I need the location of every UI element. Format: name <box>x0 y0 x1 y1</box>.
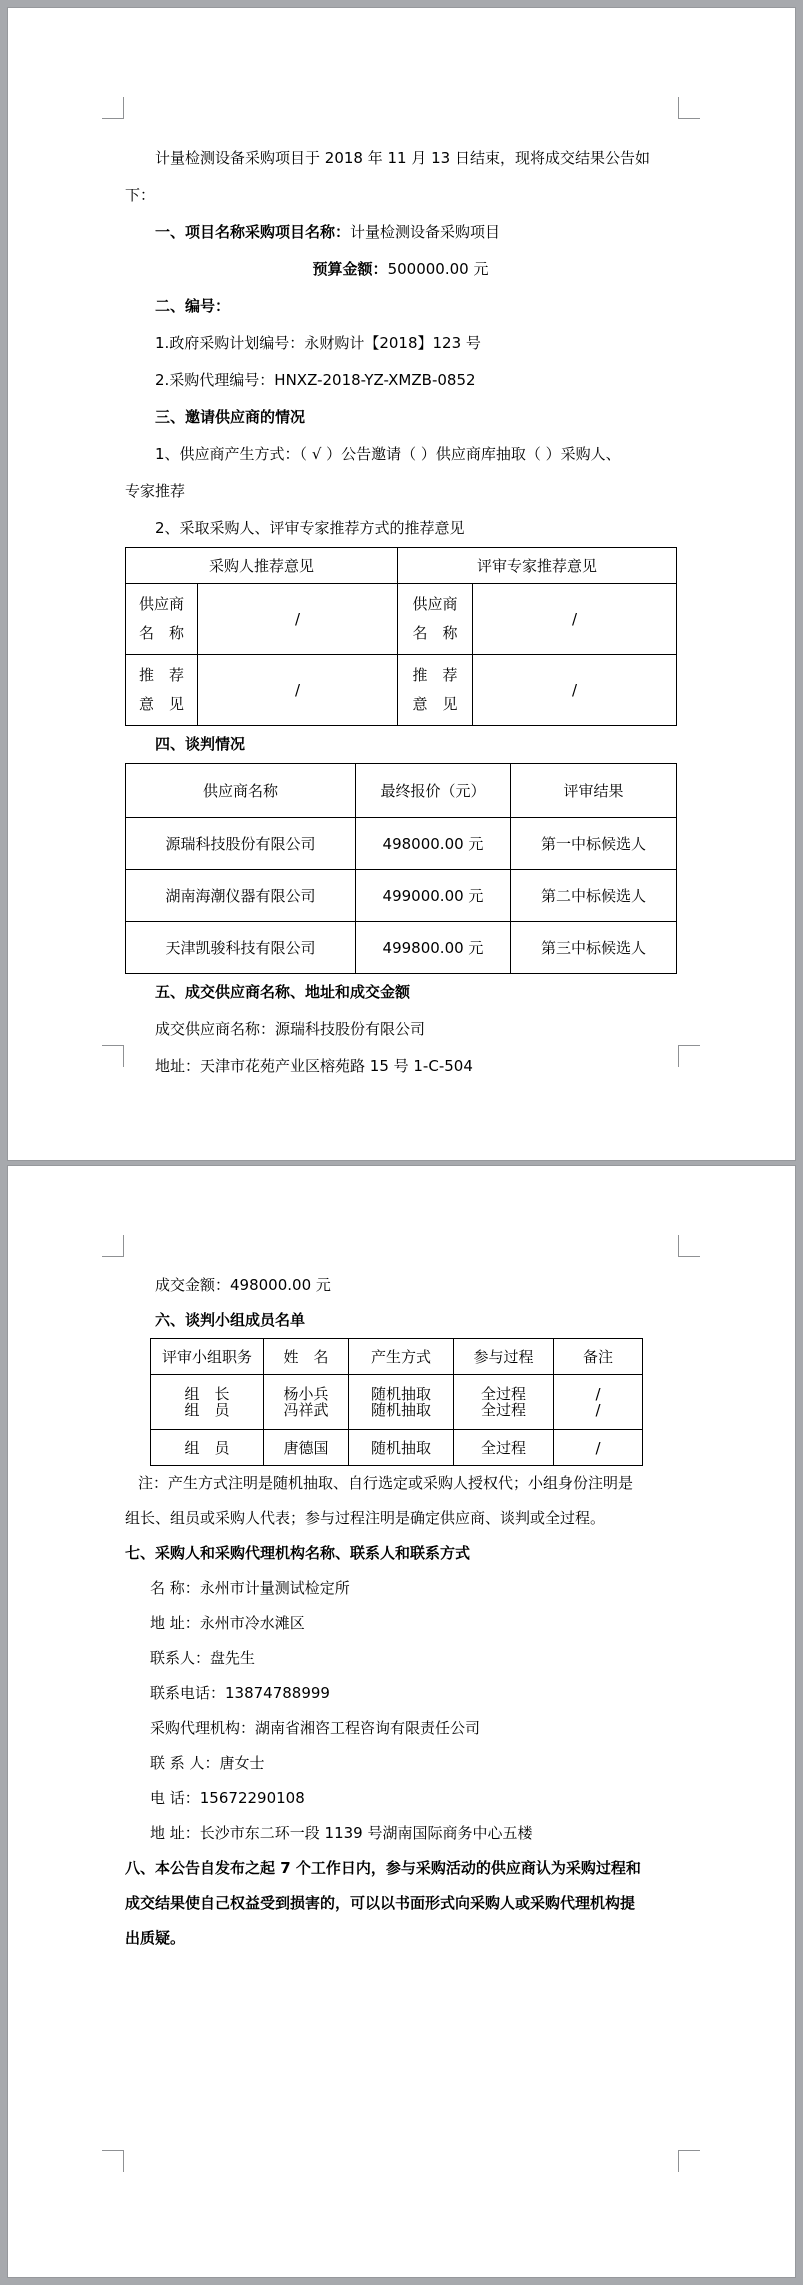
cell-line: 随机抽取 <box>370 1385 431 1403</box>
table-row <box>151 1375 643 1430</box>
plan-number-line: 1.政府采购计划编号：永财购计【2018】123 号 <box>155 334 481 352</box>
margin-mark-icon <box>678 1235 700 1257</box>
table-row <box>126 655 677 726</box>
table-header-cell: 供应商名称 <box>126 764 356 818</box>
cell-line: 全过程 <box>480 1385 526 1403</box>
table-header-cell: 采购人推荐意见 <box>126 548 398 584</box>
table-header-cell: 评审小组职务 <box>151 1339 264 1375</box>
document-page-2 <box>8 1166 795 2277</box>
table-cell: 唐德国 <box>264 1430 349 1466</box>
table-row <box>151 1430 643 1466</box>
table-cell: 组 员 <box>151 1430 264 1466</box>
table-cell: 随机抽取 <box>349 1430 454 1466</box>
page2-text-area <box>125 1268 676 1956</box>
table-header-cell: 产生方式 <box>349 1339 454 1375</box>
cell-line: 推 荐 <box>138 666 184 684</box>
table-header-cell: 评审结果 <box>511 764 677 818</box>
table-cell: 第三中标候选人 <box>511 922 677 974</box>
table-row <box>126 818 677 870</box>
section8-line-1: 八、本公告自发布之起 7 个工作日内，参与采购活动的供应商认为采购过程和 <box>125 1859 641 1877</box>
section1-heading <box>125 214 676 251</box>
table-cell <box>151 1375 264 1430</box>
agency-contact-line: 联 系 人：唐女士 <box>150 1754 265 1772</box>
section5-heading: 五、成交供应商名称、地址和成交金额 <box>155 983 411 1001</box>
deal-amount-line: 成交金额：498000.00 元 <box>155 1276 331 1294</box>
table-cell: 499000.00 元 <box>356 870 511 922</box>
table-header-cell: 最终报价（元） <box>356 764 511 818</box>
cell-line: 随机抽取 <box>370 1401 431 1419</box>
budget-label: 预算金额： <box>312 260 388 278</box>
agency-number-line: 2.采购代理编号：HNXZ-2018-YZ-XMZB-0852 <box>155 371 476 389</box>
purchaser-address-line: 地 址：永州市冷水滩区 <box>150 1614 305 1632</box>
table-header-cell: 评审专家推荐意见 <box>398 548 677 584</box>
section1-label: 一、项目名称采购项目名称： <box>155 223 351 241</box>
table-cell: / <box>554 1430 643 1466</box>
supplier-method-line-2: 专家推荐 <box>125 482 186 500</box>
margin-mark-icon <box>678 97 700 119</box>
winner-name-line: 成交供应商名称：源瑞科技股份有限公司 <box>155 1020 426 1038</box>
cell-line: 名 称 <box>138 624 184 642</box>
panel-members-table <box>150 1338 643 1466</box>
margin-mark-icon <box>102 1235 124 1257</box>
recommendation-intro-line: 2、采取采购人、评审专家推荐方式的推荐意见 <box>155 519 465 537</box>
table-cell <box>126 584 198 655</box>
table-cell: / <box>198 655 398 726</box>
section4-heading: 四、谈判情况 <box>155 735 246 753</box>
page1-text-area <box>125 140 676 1085</box>
table-row <box>126 922 677 974</box>
table-cell <box>454 1375 554 1430</box>
table-header-cell: 参与过程 <box>454 1339 554 1375</box>
margin-mark-icon <box>678 1045 700 1067</box>
section3-heading: 三、邀请供应商的情况 <box>155 408 306 426</box>
cell-line: 名 称 <box>412 624 458 642</box>
note-line-1: 注：产生方式注明是随机抽取、自行选定或采购人授权代；小组身份注明是 <box>138 1474 634 1492</box>
margin-mark-icon <box>102 1045 124 1067</box>
table-cell: 天津凯骏科技有限公司 <box>126 922 356 974</box>
purchaser-phone-line: 联系电话：13874788999 <box>150 1684 330 1702</box>
table-header-cell: 备注 <box>554 1339 643 1375</box>
table-cell <box>398 655 473 726</box>
table-cell: / <box>473 655 677 726</box>
agency-phone-line: 电 话：15672290108 <box>150 1789 305 1807</box>
section2-heading: 二、编号： <box>155 297 231 315</box>
table-cell: 498000.00 元 <box>356 818 511 870</box>
table-cell <box>554 1375 643 1430</box>
table-cell: 湖南海潮仪器有限公司 <box>126 870 356 922</box>
cell-line: / <box>595 1385 601 1403</box>
cell-line: 供应商 <box>412 595 458 613</box>
cell-line: 推 荐 <box>412 666 458 684</box>
purchaser-name-line: 名 称：永州市计量测试检定所 <box>150 1579 350 1597</box>
table-cell <box>126 655 198 726</box>
cell-line: 全过程 <box>480 1401 526 1419</box>
table-cell: / <box>473 584 677 655</box>
cell-line: 意 见 <box>412 695 458 713</box>
table-row <box>151 1339 643 1375</box>
intro-paragraph: 计量检测设备采购项目于 2018 年 11 月 13 日结束，现将成交结果公告如下： <box>125 149 650 204</box>
table-row <box>126 870 677 922</box>
margin-mark-icon <box>678 2150 700 2172</box>
cell-line: 杨小兵 <box>283 1385 329 1403</box>
agency-name-line: 采购代理机构：湖南省湘咨工程咨询有限责任公司 <box>150 1719 481 1737</box>
agency-address-line: 地 址：长沙市东二环一段 1139 号湖南国际商务中心五楼 <box>150 1824 533 1842</box>
section7-heading: 七、采购人和采购代理机构名称、联系人和联系方式 <box>125 1544 471 1562</box>
table-cell <box>398 584 473 655</box>
cell-line: 供应商 <box>138 595 184 613</box>
document-page-1 <box>8 8 795 1160</box>
table-row <box>126 584 677 655</box>
cell-line: 意 见 <box>138 695 184 713</box>
supplier-method-line-1: 1、供应商产生方式：（ √ ）公告邀请（ ）供应商库抽取（ ）采购人、 <box>155 445 621 463</box>
cell-line: 冯祥武 <box>283 1401 329 1419</box>
table-cell: 第二中标候选人 <box>511 870 677 922</box>
winner-address-line: 地址：天津市花苑产业区榕苑路 15 号 1-C-504 <box>155 1057 473 1075</box>
margin-mark-icon <box>102 97 124 119</box>
table-header-cell: 姓 名 <box>264 1339 349 1375</box>
table-cell: / <box>198 584 398 655</box>
table-cell: 第一中标候选人 <box>511 818 677 870</box>
margin-mark-icon <box>102 2150 124 2172</box>
budget-value: 500000.00 元 <box>387 260 489 278</box>
table-row <box>126 764 677 818</box>
negotiation-table <box>125 763 677 974</box>
table-cell <box>264 1375 349 1430</box>
note-line-2: 组长、组员或采购人代表；参与过程注明是确定供应商、谈判或全过程。 <box>125 1509 606 1527</box>
table-row <box>126 548 677 584</box>
cell-line: 组 员 <box>184 1401 230 1419</box>
table-cell <box>349 1375 454 1430</box>
cell-line: / <box>595 1401 601 1419</box>
purchaser-contact-line: 联系人：盘先生 <box>150 1649 256 1667</box>
table-cell: 全过程 <box>454 1430 554 1466</box>
section1-value: 计量检测设备采购项目 <box>350 223 501 241</box>
section6-heading: 六、谈判小组成员名单 <box>155 1311 306 1329</box>
table-cell: 源瑞科技股份有限公司 <box>126 818 356 870</box>
section8-line-2: 成交结果使自己权益受到损害的，可以以书面形式向采购人或采购代理机构提 <box>125 1894 636 1912</box>
table-cell: 499800.00 元 <box>356 922 511 974</box>
budget-line <box>125 251 676 288</box>
recommendation-table <box>125 547 677 726</box>
section8-line-3: 出质疑。 <box>125 1929 186 1947</box>
cell-line: 组 长 <box>184 1385 230 1403</box>
